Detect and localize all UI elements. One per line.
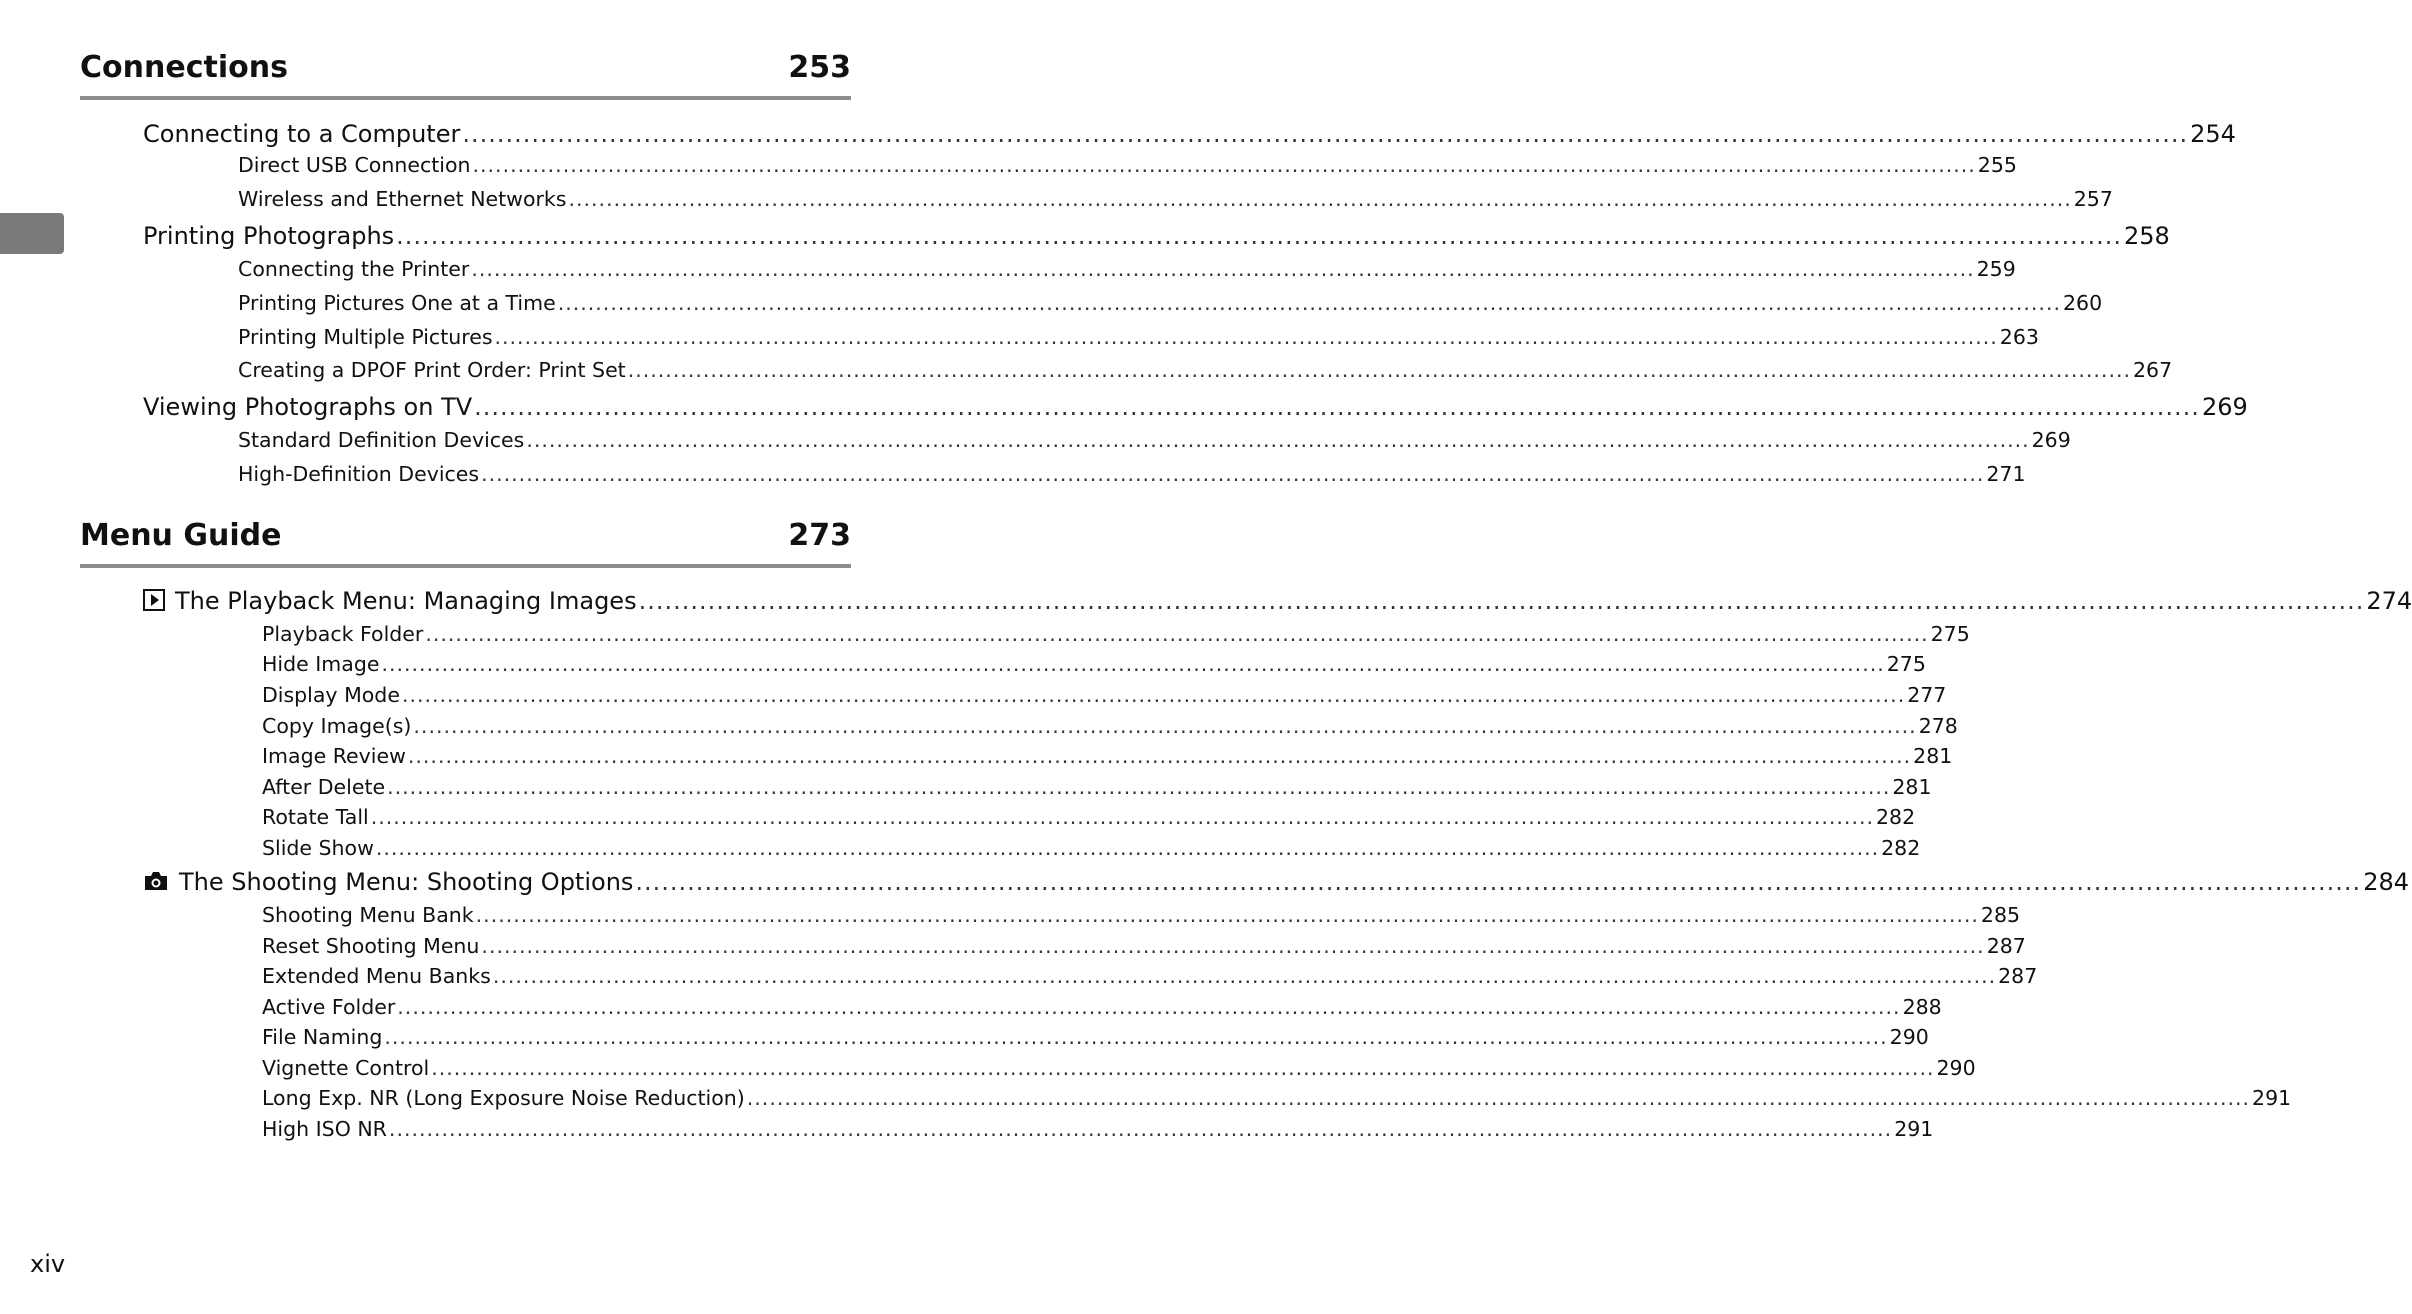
toc-entry-text: Display Mode (262, 683, 400, 707)
leader-dots: ........................................................................................................................................................................................................ (375, 836, 1880, 860)
toc-entry-title (262, 683, 400, 707)
toc-entry[interactable] (262, 714, 1958, 744)
toc-entry-title (238, 462, 479, 486)
section-page: 253 (788, 50, 851, 85)
toc-entry-title (262, 714, 411, 738)
toc-entry-title (262, 903, 474, 927)
toc-entry-text: Creating a DPOF Print Order: Print Set (238, 358, 626, 382)
leader-dots: ........................................................................................................................................................................................................ (388, 1117, 1893, 1141)
toc-entry-text: Printing Photographs (143, 222, 395, 250)
leader-dots: ........................................................................................................................................................................................................ (462, 120, 2189, 148)
toc-entry-text: After Delete (262, 775, 386, 799)
toc-entry[interactable] (238, 358, 2173, 388)
toc-entry[interactable] (238, 153, 2017, 183)
toc-entry-text: Extended Menu Banks (262, 964, 491, 988)
toc-entry-text: Vignette Control (262, 1056, 430, 1080)
toc-entry[interactable] (262, 805, 1916, 835)
toc-entry-title (262, 836, 374, 860)
toc-entry-title (262, 964, 491, 988)
toc-entry-title (238, 187, 566, 211)
toc-entry-title (143, 222, 394, 250)
toc-entry-page: 277 (1907, 683, 1947, 707)
toc-entry-title (262, 1086, 745, 1110)
section-title: Connections (80, 50, 288, 85)
toc-entry-text: Reset Shooting Menu (262, 934, 480, 958)
toc-entry-text: Connecting to a Computer (143, 120, 461, 148)
toc-entry-page: 267 (2133, 358, 2173, 382)
toc-entry-title (262, 1025, 382, 1049)
toc-entry-page: 269 (2201, 393, 2248, 421)
leader-dots: ........................................................................................................................................................................................................ (384, 1025, 1888, 1049)
toc-entry-title (238, 257, 469, 281)
toc-entry-page: 274 (2366, 587, 2412, 615)
playback-icon (143, 589, 165, 617)
toc-entry[interactable] (238, 462, 2026, 492)
leader-dots: ........................................................................................................................................................................................................ (557, 291, 2061, 315)
leader-dots: ........................................................................................................................................................................................................ (401, 683, 1906, 707)
toc-entry-title (143, 393, 472, 421)
toc-entry-page: 281 (1892, 775, 1932, 799)
toc-entry-page: 275 (1930, 622, 1970, 646)
toc-entry-page: 281 (1913, 744, 1953, 768)
toc-entry[interactable] (143, 393, 2248, 427)
toc-entry-text: Wireless and Ethernet Networks (238, 187, 567, 211)
toc-entry-title (262, 1117, 387, 1141)
toc-entry[interactable] (238, 428, 2071, 458)
toc-entry-title (262, 652, 379, 676)
leader-dots: ........................................................................................................................................................................................................ (381, 652, 1885, 676)
toc-entry-page: 278 (1918, 714, 1958, 738)
leader-dots: ........................................................................................................................................................................................................ (407, 744, 1912, 768)
toc-entry-text: Standard Definition Devices (238, 428, 525, 452)
toc-entry-text: Hide Image (262, 652, 380, 676)
toc-entry-page: 263 (1999, 325, 2039, 349)
toc-entry-text: Printing Pictures One at a Time (238, 291, 556, 315)
toc-entry-text: Rotate Tall (262, 805, 369, 829)
leader-dots: ........................................................................................................................................................................................................ (627, 358, 2131, 382)
section-rule (80, 564, 851, 568)
toc-entry[interactable] (262, 995, 1942, 1025)
leader-dots: ........................................................................................................................................................................................................ (387, 775, 1891, 799)
leader-dots: ........................................................................................................................................................................................................ (746, 1086, 2251, 1110)
toc-entry-title (238, 428, 524, 452)
leader-dots: ........................................................................................................................................................................................................ (481, 934, 1985, 958)
toc-entry[interactable] (143, 868, 2409, 902)
toc-entry-title (238, 291, 556, 315)
toc-entry[interactable] (262, 903, 2021, 933)
toc-entry-page: 291 (2252, 1086, 2292, 1110)
toc-entry-text: Slide Show (262, 836, 374, 860)
toc-entry-text: High-Definition Devices (238, 462, 480, 486)
leader-dots: ........................................................................................................................................................................................................ (635, 868, 2362, 896)
leader-dots: ........................................................................................................................................................................................................ (492, 964, 1997, 988)
camera-icon (143, 870, 169, 898)
toc-entry[interactable] (143, 120, 2236, 154)
section-page: 273 (788, 518, 851, 553)
toc-entry[interactable] (262, 622, 1970, 652)
toc-entry[interactable] (238, 187, 2113, 217)
leader-dots: ........................................................................................................................................................................................................ (472, 153, 1976, 177)
toc-entry-title (238, 325, 493, 349)
toc-entry-page: 254 (2190, 120, 2236, 148)
leader-dots: ........................................................................................................................................................................................................ (638, 587, 2365, 615)
toc-entry-text: File Naming (262, 1025, 383, 1049)
toc-entry-title (262, 805, 369, 829)
toc-entry-text: Long Exp. NR (Long Exposure Noise Reduction) (262, 1086, 745, 1110)
toc-entry-text: Printing Multiple Pictures (238, 325, 493, 349)
toc-entry-title (262, 744, 406, 768)
toc-entry[interactable] (262, 836, 1921, 866)
toc-entry-page: 290 (1889, 1025, 1929, 1049)
toc-entry-text: Direct USB Connection (238, 153, 471, 177)
toc-entry[interactable] (262, 1117, 1934, 1147)
toc-entry-page: 284 (2363, 868, 2409, 896)
toc-entry-text: The Playback Menu: Managing Images (175, 587, 637, 615)
toc-entry-page: 269 (2031, 428, 2071, 452)
leader-dots: ........................................................................................................................................................................................................ (425, 622, 1929, 646)
toc-entry-page: 282 (1876, 805, 1916, 829)
section-rule (80, 96, 851, 100)
toc-entry-title (262, 934, 479, 958)
toc-entry-page: 285 (1980, 903, 2021, 927)
toc-entry-title (238, 358, 626, 382)
toc-entry[interactable] (238, 291, 2103, 321)
toc-entry-title (238, 153, 471, 177)
toc-entry[interactable] (143, 222, 2170, 256)
toc-entry-title (143, 587, 637, 615)
toc-entry-page: 260 (2062, 291, 2103, 315)
toc-entry[interactable] (262, 683, 1947, 713)
toc-entry-page: 287 (1986, 934, 2026, 958)
leader-dots: ........................................................................................................................................................................................................ (471, 257, 1975, 281)
toc-entry-text: Connecting the Printer (238, 257, 470, 281)
toc-entry-page: 288 (1902, 995, 1942, 1019)
section-header-connections (80, 50, 851, 86)
leader-dots: ........................................................................................................................................................................................................ (526, 428, 2030, 452)
toc-entry-page: 255 (1977, 153, 2017, 177)
section-header-menu-guide (80, 518, 851, 554)
leader-dots: ........................................................................................................................................................................................................ (413, 714, 1917, 738)
toc-entry-title (143, 868, 633, 896)
toc-entry-text: Image Review (262, 744, 406, 768)
chapter-tab (0, 213, 64, 254)
toc-entry[interactable] (262, 775, 1932, 805)
leader-dots: ........................................................................................................................................................................................................ (481, 462, 1985, 486)
section-title: Menu Guide (80, 518, 282, 553)
toc-entry[interactable] (143, 587, 2412, 621)
toc-entry-title (262, 622, 423, 646)
toc-entry-page: 291 (1894, 1117, 1934, 1141)
leader-dots: ........................................................................................................................................................................................................ (475, 903, 1979, 927)
toc-entry-text: Shooting Menu Bank (262, 903, 474, 927)
toc-entry-text: The Shooting Menu: Shooting Options (179, 868, 634, 896)
leader-dots: ........................................................................................................................................................................................................ (431, 1056, 1935, 1080)
toc-entry-page: 271 (1986, 462, 2026, 486)
leader-dots: ........................................................................................................................................................................................................ (494, 325, 1998, 349)
toc-entry-text: Viewing Photographs on TV (143, 393, 473, 421)
toc-entry[interactable] (262, 744, 1953, 774)
leader-dots: ........................................................................................................................................................................................................ (568, 187, 2072, 211)
toc-entry[interactable] (238, 257, 2016, 287)
page-number: xiv (30, 1250, 66, 1278)
leader-dots: ........................................................................................................................................................................................................ (397, 995, 1901, 1019)
toc-entry[interactable] (262, 964, 2038, 994)
toc-entry-text: High ISO NR (262, 1117, 387, 1141)
leader-dots: ........................................................................................................................................................................................................ (396, 222, 2122, 250)
toc-entry[interactable] (262, 652, 1926, 682)
toc-entry-text: Active Folder (262, 995, 396, 1019)
toc-entry-page: 290 (1936, 1056, 1976, 1080)
toc-entry-title (262, 1056, 429, 1080)
toc-entry-text: Playback Folder (262, 622, 424, 646)
toc-entry-title (262, 775, 385, 799)
toc-entry-page: 287 (1998, 964, 2038, 988)
toc-entry[interactable] (262, 1025, 1929, 1055)
toc-entry[interactable] (262, 1086, 2292, 1116)
toc-entry-page: 259 (1976, 257, 2016, 281)
leader-dots: ........................................................................................................................................................................................................ (474, 393, 2200, 421)
toc-entry-page: 257 (2073, 187, 2113, 211)
toc-entry-page: 282 (1881, 836, 1921, 860)
toc-entry-page: 258 (2123, 222, 2170, 250)
toc-entry[interactable] (262, 934, 2026, 964)
toc-entry-text: Copy Image(s) (262, 714, 412, 738)
toc-entry-title (143, 120, 460, 148)
leader-dots: ........................................................................................................................................................................................................ (370, 805, 1874, 829)
toc-entry[interactable] (262, 1056, 1976, 1086)
toc-entry-page: 275 (1886, 652, 1926, 676)
toc-entry[interactable] (238, 325, 2039, 355)
toc-entry-title (262, 995, 395, 1019)
